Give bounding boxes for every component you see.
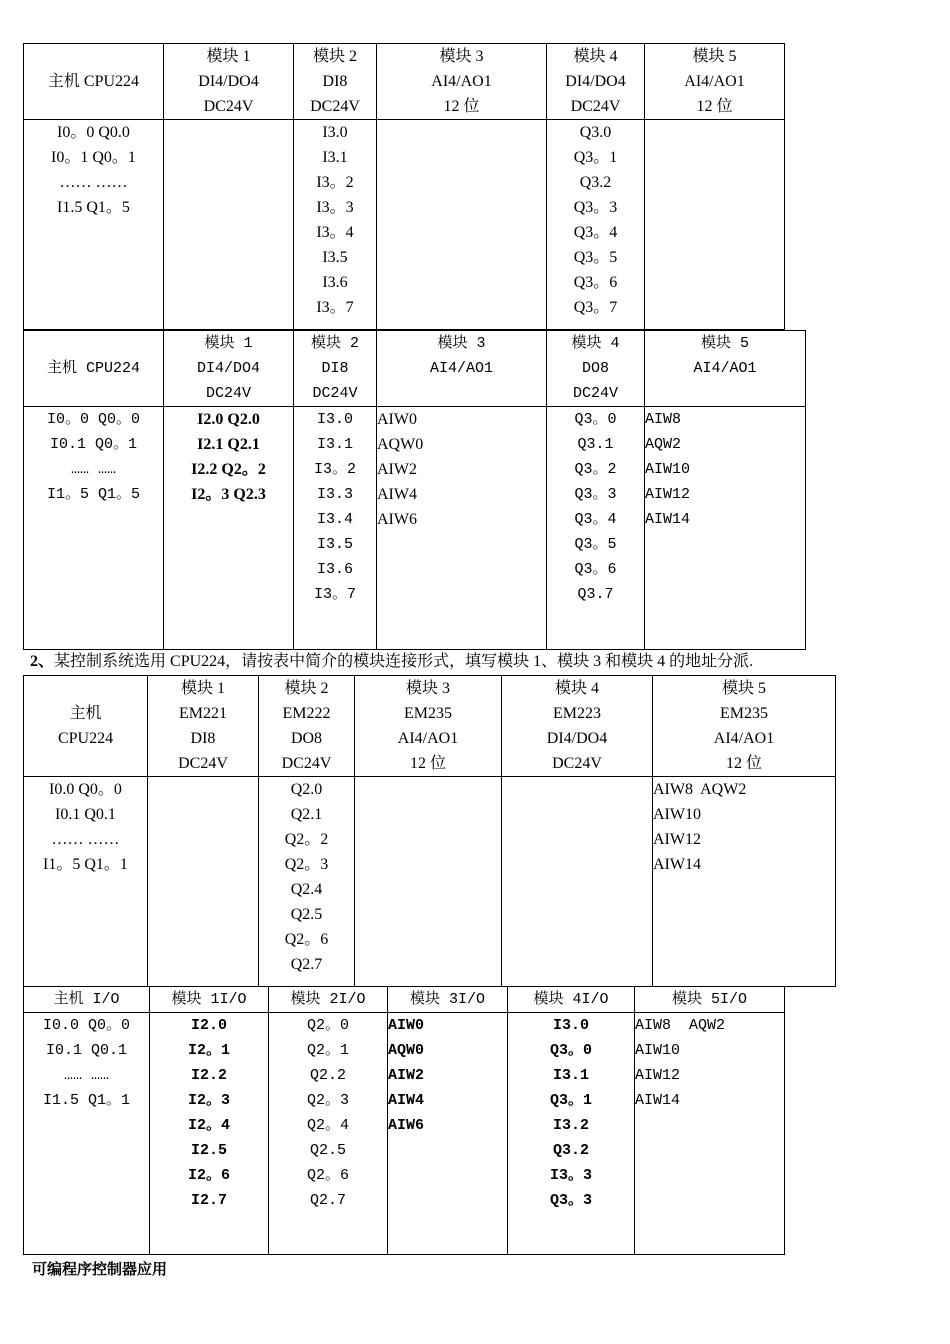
table-4-row: Q3。1 xyxy=(549,1092,592,1109)
table-2-module-2-io xyxy=(294,407,377,650)
table-2-row: Q3。3 xyxy=(574,486,617,503)
table-4-module-4-io xyxy=(508,1013,635,1255)
table-1-row: I1.5 Q1。5 xyxy=(57,199,130,216)
table-4-row: Q2。6 xyxy=(306,1167,349,1184)
table-2-row: Q3。0 xyxy=(574,411,617,428)
table-3-row: Q2。3 xyxy=(284,856,329,873)
table-4-row: AQW0 xyxy=(388,1042,425,1059)
table-3-row: AIW10 xyxy=(653,806,701,823)
table-4-row: AIW6 xyxy=(388,1117,425,1134)
table-4-row: AIW12 xyxy=(635,1067,681,1084)
table-1-row: Q3。1 xyxy=(573,149,618,166)
table-4-row: AIW4 xyxy=(388,1092,425,1109)
table-3-row: I0.0 Q0。0 xyxy=(49,781,122,798)
table-2-module-5-io xyxy=(645,407,806,650)
table-2-row: …… …… xyxy=(70,461,116,478)
table-3-row: …… …… xyxy=(51,831,120,848)
table-4-row: AIW14 xyxy=(635,1092,681,1109)
table-2-header-module-5: 模块 5 AI4/AO1 xyxy=(645,331,806,407)
table-2-row: I3。7 xyxy=(313,586,356,603)
table-2-module-4-io xyxy=(547,407,645,650)
table-3-header-module-5: 模块 5 EM235 AI4/AO1 12 位 xyxy=(653,676,836,777)
table-4-row: I2.5 xyxy=(190,1142,227,1159)
table-2-row: I2.0 Q2.0 xyxy=(197,411,260,428)
table-4-row: I2.2 xyxy=(190,1067,227,1084)
table-4-row: AIW2 xyxy=(388,1067,425,1084)
table-4-row: Q3。0 xyxy=(549,1042,592,1059)
table-1-row: I3.1 xyxy=(322,149,348,166)
table-4-row: Q2.7 xyxy=(309,1192,346,1209)
table-4-row: I2.0 xyxy=(190,1017,227,1034)
table-3-row: Q2.0 xyxy=(290,781,323,798)
table-1-row: …… …… xyxy=(59,174,128,191)
table-4-row: Q3.2 xyxy=(552,1142,589,1159)
table-2-row: AIW0 xyxy=(377,411,417,428)
table-4-header-module-4: 模块 4I/O xyxy=(508,987,635,1013)
table-2-row: AQW2 xyxy=(645,436,682,453)
table-1-header-module-1: 模块 1 DI4/DO4 DC24V xyxy=(164,44,294,120)
table-4-row: I2。3 xyxy=(187,1092,230,1109)
table-2 xyxy=(23,330,806,650)
table-3-module-4-io xyxy=(502,777,653,987)
question-number: 2、 xyxy=(30,653,55,670)
table-1-module-3-io xyxy=(377,120,547,330)
table-2-row: Q3。2 xyxy=(574,461,617,478)
table-1-row: I3.6 xyxy=(322,274,348,291)
table-4-row: Q2.5 xyxy=(309,1142,346,1159)
table-3-module-5-io xyxy=(653,777,836,987)
table-4-row: Q2。3 xyxy=(306,1092,349,1109)
table-2-row: I3.3 xyxy=(316,486,353,503)
question-text xyxy=(30,652,753,672)
table-4-module-5-io xyxy=(635,1013,785,1255)
table-4-header-module-1: 模块 1I/O xyxy=(150,987,269,1013)
table-2-row: AIW10 xyxy=(645,461,691,478)
table-4-row: I1.5 Q1。1 xyxy=(42,1092,130,1109)
table-2-row: I2.1 Q2.1 xyxy=(197,436,260,453)
table-4-host-io xyxy=(24,1013,150,1255)
table-3-host-io xyxy=(24,777,148,987)
table-3-module-1-io xyxy=(148,777,259,987)
table-4-row: I3.1 xyxy=(552,1067,589,1084)
table-1-module-2-io xyxy=(294,120,377,330)
table-4-row: Q2。0 xyxy=(306,1017,349,1034)
table-1-row: Q3。3 xyxy=(573,199,618,216)
table-2-row: AIW8 xyxy=(645,411,682,428)
table-2-row: I2。3 Q2.3 xyxy=(191,486,266,503)
table-1-row: I3。2 xyxy=(316,174,354,191)
table-3-row: Q2。2 xyxy=(284,831,329,848)
table-1-row: Q3.0 xyxy=(579,124,612,141)
table-4-row: I3。3 xyxy=(549,1167,592,1184)
table-4-module-1-io xyxy=(150,1013,269,1255)
table-4-row: I3.0 xyxy=(552,1017,589,1034)
table-3-header-module-3: 模块 3 EM235 AI4/AO1 12 位 xyxy=(355,676,502,777)
table-2-row: AIW14 xyxy=(645,511,691,528)
table-2-row: I3.4 xyxy=(316,511,353,528)
table-3-row: Q2.4 xyxy=(290,881,323,898)
table-1-row: I3.5 xyxy=(322,249,348,266)
table-3-row: Q2。6 xyxy=(284,931,329,948)
table-2-header-module-3: 模块 3 AI4/AO1 xyxy=(377,331,547,407)
table-2-row: AIW4 xyxy=(377,486,417,503)
table-2-row: I1。5 Q1。5 xyxy=(46,486,140,503)
table-3-header-module-2: 模块 2 EM222 DO8 DC24V xyxy=(259,676,355,777)
page-footer-title: 可编程序控制器应用 xyxy=(32,1261,168,1278)
table-2-row: Q3.7 xyxy=(577,586,614,603)
table-4-header-module-5: 模块 5I/O xyxy=(635,987,785,1013)
table-4-row: Q2.2 xyxy=(309,1067,346,1084)
table-2-row: I3.1 xyxy=(316,436,353,453)
table-1-host-io xyxy=(24,120,164,330)
table-1-header-host: 主机 CPU224 xyxy=(24,44,164,120)
table-2-row: AIW12 xyxy=(645,486,691,503)
table-2-row: Q3。6 xyxy=(574,561,617,578)
table-2-row: Q3.1 xyxy=(577,436,614,453)
table-2-header-host: 主机 CPU224 xyxy=(24,331,164,407)
table-1-header-module-2: 模块 2 DI8 DC24V xyxy=(294,44,377,120)
table-2-row: I3.5 xyxy=(316,536,353,553)
table-1-module-1-io xyxy=(164,120,294,330)
table-2-row: I3.6 xyxy=(316,561,353,578)
table-2-row: AIW6 xyxy=(377,511,417,528)
table-4-row: I2。6 xyxy=(187,1167,230,1184)
table-4-row: AIW10 xyxy=(635,1042,681,1059)
table-1-row: I3。3 xyxy=(316,199,354,216)
table-1-row: I3。4 xyxy=(316,224,354,241)
table-2-row: AIW2 xyxy=(377,461,417,478)
table-3-module-3-io xyxy=(355,777,502,987)
table-1-row: Q3。4 xyxy=(573,224,618,241)
table-2-row: I3.0 xyxy=(316,411,353,428)
table-3-module-2-io xyxy=(259,777,355,987)
table-4-module-2-io xyxy=(269,1013,388,1255)
table-4-header-module-2: 模块 2I/O xyxy=(269,987,388,1013)
table-2-row: I2.2 Q2。2 xyxy=(191,461,266,478)
table-3-row: AIW12 xyxy=(653,831,701,848)
table-1-row: I0。0 Q0.0 xyxy=(57,124,130,141)
table-4-row: I2。4 xyxy=(187,1117,230,1134)
table-3-row: AIW14 xyxy=(653,856,701,873)
table-1-header-module-5: 模块 5 AI4/AO1 12 位 xyxy=(645,44,785,120)
table-1-row: Q3。7 xyxy=(573,299,618,316)
table-4-row: I2。1 xyxy=(187,1042,230,1059)
table-3-row: I0.1 Q0.1 xyxy=(55,806,116,823)
table-2-row: I0.1 Q0。1 xyxy=(49,436,137,453)
table-3-header-module-4: 模块 4 EM223 DI4/DO4 DC24V xyxy=(502,676,653,777)
table-1 xyxy=(23,43,785,330)
table-1-row: Q3。5 xyxy=(573,249,618,266)
table-1-row: I3.0 xyxy=(322,124,348,141)
table-1-header-module-4: 模块 4 DI4/DO4 DC24V xyxy=(547,44,645,120)
table-2-row: I3。2 xyxy=(313,461,356,478)
table-2-header-module-2: 模块 2 DI8 DC24V xyxy=(294,331,377,407)
table-4-row: I3.2 xyxy=(552,1117,589,1134)
table-4-row: AIW0 xyxy=(388,1017,425,1034)
table-2-header-module-1: 模块 1 DI4/DO4 DC24V xyxy=(164,331,294,407)
table-3-header-module-1: 模块 1 EM221 DI8 DC24V xyxy=(148,676,259,777)
table-4-header-host: 主机 I/O xyxy=(24,987,150,1013)
table-3-row: AIW8 AQW2 xyxy=(653,781,747,798)
table-1-row: I0。1 Q0。1 xyxy=(51,149,136,166)
table-1-row: I3。7 xyxy=(316,299,354,316)
table-3-header-host: 主机 CPU224 xyxy=(24,676,148,777)
table-4-row: I0.0 Q0。0 xyxy=(42,1017,130,1034)
table-2-module-1-io xyxy=(164,407,294,650)
table-4-row: Q3。3 xyxy=(549,1192,592,1209)
table-4-module-3-io xyxy=(388,1013,508,1255)
table-3-row: Q2.7 xyxy=(290,956,323,973)
table-4-row: I0.1 Q0.1 xyxy=(45,1042,127,1059)
table-4-row: AIW8 AQW2 xyxy=(635,1017,726,1034)
table-3 xyxy=(23,675,836,987)
table-1-module-5-io xyxy=(645,120,785,330)
table-2-module-3-io xyxy=(377,407,547,650)
table-2-row: Q3。5 xyxy=(574,536,617,553)
table-2-row: I0。0 Q0。0 xyxy=(46,411,140,428)
table-2-row: Q3。4 xyxy=(574,511,617,528)
table-1-module-4-io xyxy=(547,120,645,330)
table-4-row: Q2。1 xyxy=(306,1042,349,1059)
table-2-host-io xyxy=(24,407,164,650)
table-4 xyxy=(23,986,785,1255)
table-2-header-module-4: 模块 4 DO8 DC24V xyxy=(547,331,645,407)
table-4-row: I2.7 xyxy=(190,1192,227,1209)
table-2-row: AQW0 xyxy=(377,436,424,453)
table-1-header-module-3: 模块 3 AI4/AO1 12 位 xyxy=(377,44,547,120)
table-3-row: Q2.1 xyxy=(290,806,323,823)
table-1-row: Q3.2 xyxy=(579,174,612,191)
table-1-row: Q3。6 xyxy=(573,274,618,291)
table-3-row: Q2.5 xyxy=(290,906,323,923)
table-4-header-module-3: 模块 3I/O xyxy=(388,987,508,1013)
table-4-row: …… …… xyxy=(63,1067,109,1084)
table-3-row: I1。5 Q1。1 xyxy=(43,856,128,873)
table-4-row: Q2。4 xyxy=(306,1117,349,1134)
question-body: 某控制系统选用 CPU224，请按表中简介的模块连接形式，填写模块 1、模块 3 和模块 4 的地址分派. xyxy=(54,653,754,670)
